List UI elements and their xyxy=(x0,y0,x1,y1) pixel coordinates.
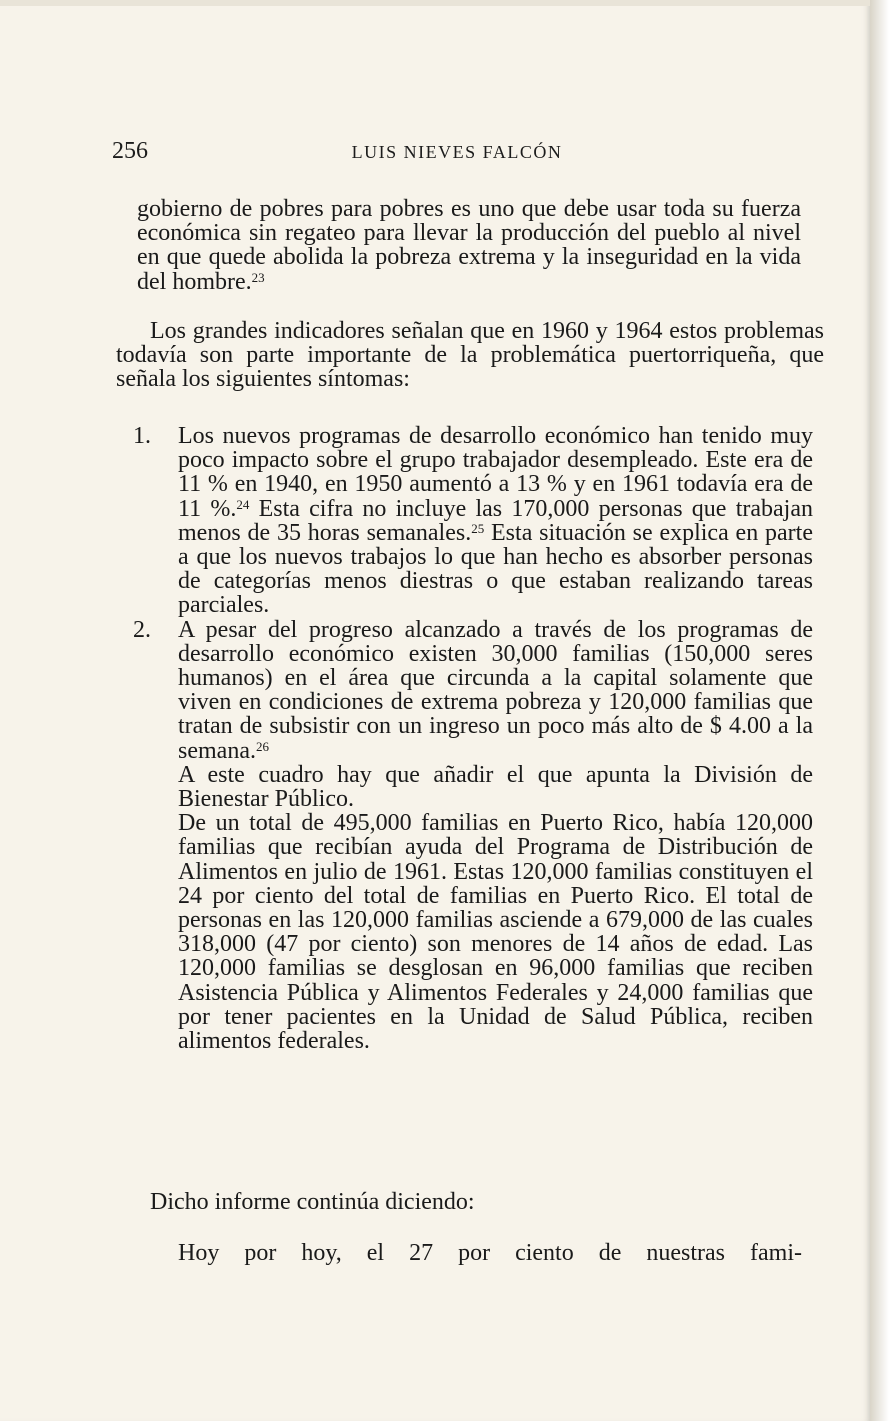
list-item-1-text-c: Esta situación se explica en parte a que los nuevos trabajos lo que han hecho es absorber personas de categorías menos diestras o que estaban realizando tareas parciales. xyxy=(178,519,813,619)
running-head: LUIS NIEVES FALCÓN xyxy=(351,142,563,162)
list-item-text xyxy=(178,424,813,618)
list-item-1-text-b: Esta cifra no incluye las 170,000 personas que trabajan menos de 35 horas semanales. xyxy=(178,495,813,546)
body-paragraph-2: Dicho informe continúa diciendo: xyxy=(150,1189,475,1215)
body-paragraph-1: Los grandes indicadores señalan que en 1960 y 1964 estos problemas todavía son parte importante de la problemática puertorriqueña, que señala los siguientes síntomas: xyxy=(116,318,824,393)
page-edge xyxy=(870,0,889,1421)
page-number: 256 xyxy=(112,138,148,164)
list-item-number: 1. xyxy=(133,423,151,449)
page-header xyxy=(112,138,802,168)
block-quote-2: Hoy por hoy, el 27 por ciento de nuestras fami- xyxy=(178,1240,802,1266)
block-quote-1 xyxy=(137,197,801,294)
symptom-list xyxy=(133,424,813,1053)
list-item-text xyxy=(178,618,813,763)
footnote-ref-25: 25 xyxy=(471,520,485,536)
list-item xyxy=(133,424,813,618)
list-item-text: De un total de 495,000 familias en Puerto Rico, había 120,000 familias que recibían ayuda del Programa de Distribución de Alimentos en julio de 1961. Estas 120,000 familias constituyen el 24 por ciento del total de familias en Puerto Rico. El total de personas en las 120,000 familias asciende a 679,000 de las cuales 318,000 (47 por ciento) son menores de 14 años de edad. Las 120,000 familias se desglosan en 96,000 familias que reciben Asistencia Pública y Alimentos Federales y 24,000 familias que por tener pacientes en la Unidad de Salud Pública, reciben alimentos federales. xyxy=(178,810,813,1055)
list-item-number: 2. xyxy=(133,616,151,643)
list-item-text: A este cuadro hay que añadir el que apunta la División de Bienestar Público. xyxy=(178,761,813,813)
list-item xyxy=(133,618,813,1054)
footnote-ref-24: 24 xyxy=(236,496,250,512)
footnote-ref-23: 23 xyxy=(251,269,265,285)
block-quote-1-text: gobierno de pobres para pobres es uno que debe usar toda su fuerza económica sin regateo para llevar la producción del pueblo al nivel en que quede abolida la pobreza extrema y la inseguridad en la vida del hombre. xyxy=(137,196,801,295)
list-item-1-text-a: Los nuevos programas de desarrollo económico han tenido muy poco impacto sobre el grupo trabajador desempleado. Este era de 11 % en 1940, en 1950 aumentó a 13 % y en 1961 todavía era de 11 %. xyxy=(178,423,813,522)
page-top-edge xyxy=(0,0,870,6)
list-item-2-text-a: A pesar del progreso alcanzado a través de los programas de desarrollo económico existen 30,000 familias (150,000 seres humanos) en el área que circunda a la capital solamente que viven en condiciones de extrema pobreza y 120,000 familias que tratan de subsistir con un ingreso un poco más alto de $ 4.00 a la semana. xyxy=(178,616,813,764)
footnote-ref-26: 26 xyxy=(255,738,269,754)
